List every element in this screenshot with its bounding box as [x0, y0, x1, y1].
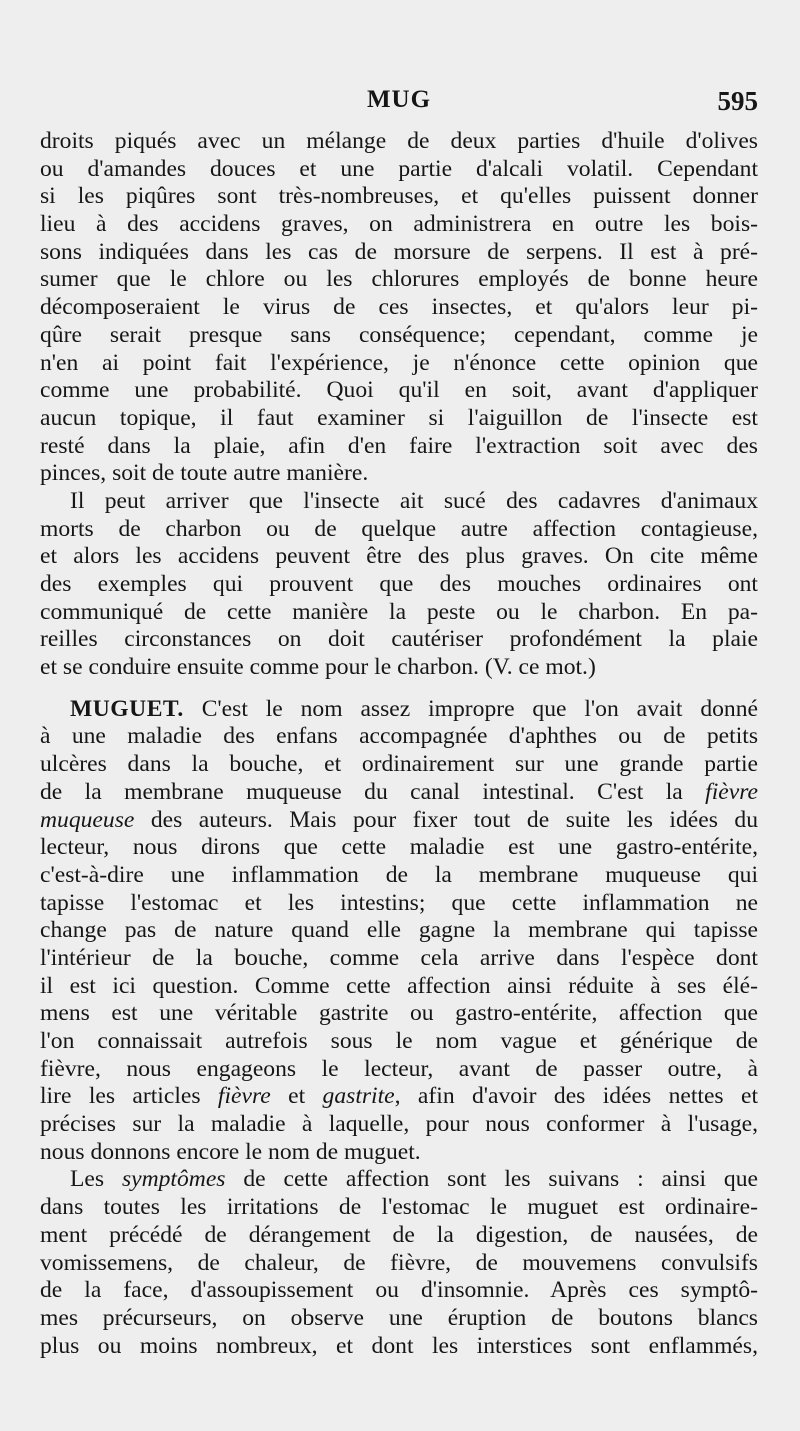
body-text — [40, 128, 758, 1360]
text-line: fièvre, nous engageons le lecteur, avant de passer outre, à — [40, 1055, 758, 1082]
line-text: C'est le nom assez impropre que l'on avait donné — [183, 695, 758, 722]
italic-term: fièvre — [705, 778, 758, 805]
article-separator — [40, 682, 758, 696]
italic-term: gastrite — [322, 1083, 395, 1110]
line-text: lire les articles — [40, 1083, 218, 1110]
text-line: et alors les accidens peuvent être des plus graves. On cite même — [40, 543, 758, 570]
text-line: comme une probabilité. Quoi qu'il en soit, avant d'appliquer — [40, 377, 758, 404]
running-head: MUG — [366, 86, 432, 113]
text-line: vomissemens, de chaleur, de fièvre, de mouvemens convulsifs — [40, 1249, 758, 1276]
line-text: de cette affection sont les suivans : ainsi que — [225, 1166, 758, 1193]
line-text: des auteurs. Mais pour fixer tout de suite les idées du — [134, 806, 758, 833]
paragraph-symptoms — [40, 1166, 758, 1360]
line-text: Les — [70, 1166, 122, 1193]
italic-term: muqueuse — [40, 806, 135, 833]
text-line — [40, 807, 758, 835]
text-line: si les piqûres sont très-nombreuses, et qu'elles puissent donner — [40, 183, 758, 210]
text-line: mens est une véritable gastrite ou gastro-entérite, affection que — [40, 1000, 758, 1027]
text-line: des exemples qui prouvent que des mouches ordinaires ont — [40, 571, 758, 597]
text-line: lecteur, nous dirons que cette maladie est une gastro-entérite, — [40, 834, 758, 861]
text-line: sumer que le chlore ou les chlorures employés de bonne heure — [40, 266, 758, 293]
page-header — [40, 86, 758, 122]
text-line: c'est-à-dire une inflammation de la membrane muqueuse qui — [40, 861, 758, 888]
italic-term: symptômes — [121, 1166, 226, 1193]
text-line: reilles circonstances on doit cautériser profondément la plaie — [40, 626, 758, 653]
text-line — [40, 696, 758, 724]
text-line: Il peut arriver que l'insecte ait sucé des cadavres d'animaux — [70, 487, 758, 514]
text-line: tapisse l'estomac et les intestins; que cette inflammation ne — [40, 889, 758, 916]
line-text: de la membrane muqueuse du canal intestinal. C'est la — [40, 778, 706, 805]
text-line: n'en ai point fait l'expérience, je n'énonce cette opinion que — [40, 349, 758, 376]
text-line: pinces, soit de toute autre manière. — [40, 460, 369, 487]
text-line: ment précédé de dérangement de la digestion, de nausées, de — [40, 1221, 758, 1248]
line-text: , afin d'avoir des idées nettes et — [394, 1083, 758, 1110]
text-line: change pas de nature quand elle gagne la membrane qui tapisse — [40, 917, 758, 944]
paragraph-2 — [40, 488, 758, 682]
text-line: lieu à des accidens graves, on administrera en outre les bois- — [40, 211, 758, 238]
text-line: ulcères dans la bouche, et ordinairement sur une grande partie — [40, 751, 758, 778]
italic-term: fièvre — [217, 1083, 271, 1110]
text-line: dans toutes les irritations de l'estomac le muguet est ordinaire- — [40, 1194, 758, 1221]
text-line: sons indiquées dans les cas de morsure de serpens. Il est à pré- — [40, 238, 758, 265]
text-line: resté dans la plaie, afin d'en faire l'extraction soit avec des — [40, 432, 758, 459]
text-line: l'on connaissait autrefois sous le nom vague et générique de — [40, 1028, 758, 1054]
page-number: 595 — [717, 86, 758, 116]
text-line: précises sur la maladie à laquelle, pour nous conformer à l'usage, — [40, 1111, 758, 1138]
headword: MUGUET. — [70, 695, 184, 722]
line-text: et — [270, 1083, 323, 1110]
text-line: mes précurseurs, on observe une éruption de boutons blancs — [40, 1304, 758, 1331]
text-line: droits piqués avec un mélange de deux parties d'huile d'olives — [40, 128, 758, 154]
text-line: l'intérieur de la bouche, comme cela arrive dans l'espèce dont — [40, 944, 758, 971]
text-line: et se conduire ensuite comme pour le charbon. (V. ce mot.) — [40, 654, 596, 681]
text-line: morts de charbon ou de quelque autre affection contagieuse, — [40, 515, 758, 542]
text-line: à une maladie des enfans accompagnée d'aphthes ou de petits — [40, 723, 758, 750]
article-muguet — [40, 696, 758, 1167]
text-line: ou d'amandes douces et une partie d'alcali volatil. Cependant — [40, 155, 758, 182]
text-line: de la face, d'assoupissement ou d'insomnie. Après ces symptô- — [40, 1277, 758, 1304]
text-line — [40, 779, 758, 807]
text-line: qûre serait presque sans conséquence; cependant, comme je — [40, 321, 758, 348]
text-line — [40, 1083, 758, 1111]
paragraph-1 — [40, 128, 758, 488]
text-line: il est ici question. Comme cette affection ainsi réduite à ses élé- — [40, 972, 758, 999]
text-line: décomposeraient le virus de ces insectes, et qu'alors leur pi- — [40, 294, 758, 321]
text-line — [40, 1166, 758, 1194]
text-line: plus ou moins nombreux, et dont les interstices sont enflammés, — [40, 1332, 758, 1359]
text-line: aucun topique, il faut examiner si l'aiguillon de l'insecte est — [40, 404, 758, 431]
text-line: communiqué de cette manière la peste ou le charbon. En pa- — [40, 598, 758, 625]
text-line: nous donnons encore le nom de muguet. — [40, 1138, 421, 1165]
